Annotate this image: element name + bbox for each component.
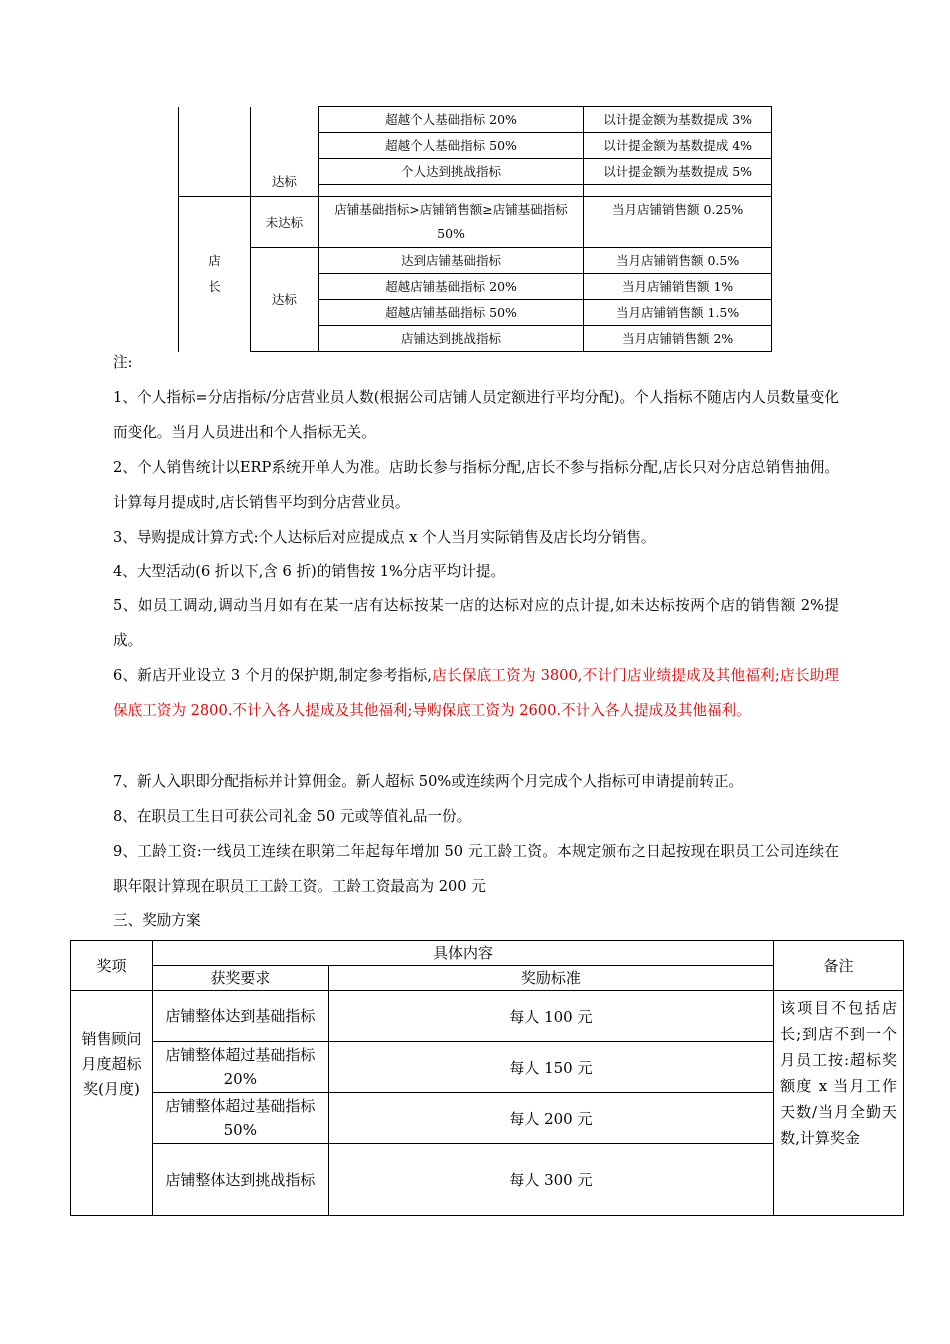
not-reach-label: 未达标 xyxy=(250,197,318,248)
standard-cell: 每人 200 元 xyxy=(328,1093,773,1144)
role-manager-char-2: 长 xyxy=(208,279,221,295)
condition-cell: 超越店铺基础指标 50% xyxy=(318,300,584,326)
rate-cell: 当月店铺销售额 2% xyxy=(584,326,772,352)
note-6 xyxy=(113,658,839,728)
award-name: 销售顾问月度超标奖(月度) xyxy=(71,991,153,1216)
rate-cell: 当月店铺销售额 0.25% xyxy=(584,197,772,248)
header-requirement: 获奖要求 xyxy=(152,966,328,991)
note-cell: 该项目不包括店长;到店不到一个月员工按:超标奖额度 x 当月工作天数/当月全勤天数,计算奖金 xyxy=(774,991,904,1216)
note-6-highlight: 店长保底工资为 3800,不计门店业绩提成及其他福利;店长助理保底工资为 2800.不计入各人提成及其他福利;导购保底工资为 2600.不计入各人提成及其他福利。 xyxy=(113,667,839,719)
requirement-cell: 店铺整体达到基础指标 xyxy=(152,991,328,1042)
requirement-cell: 店铺整体超过基础指标 20% xyxy=(152,1042,328,1093)
note-6-text: 6、新店开业设立 3 个月的保护期,制定参考指标, xyxy=(113,667,433,684)
empty-cell xyxy=(318,185,584,197)
note-2: 2、个人销售统计以ERP系统开单人为准。店助长参与指标分配,店长不参与指标分配,店长只对分店总销售抽佣。计算每月提成时,店长销售平均到分店营业员。 xyxy=(113,459,839,511)
award-table xyxy=(70,940,904,1216)
role-manager-char-1: 店 xyxy=(208,253,221,269)
notes-heading: 注: xyxy=(113,354,133,371)
rate-cell: 当月店铺销售额 1% xyxy=(584,274,772,300)
condition-cell: 超越店铺基础指标 20% xyxy=(318,274,584,300)
header-note: 备注 xyxy=(774,941,904,991)
rate-cell: 以计提金额为基数提成 4% xyxy=(584,133,772,159)
reach-label: 达标 xyxy=(271,174,297,189)
standard-cell: 每人 300 元 xyxy=(328,1144,773,1216)
empty-cell xyxy=(584,185,772,197)
rate-cell: 以计提金额为基数提成 3% xyxy=(584,107,772,133)
reach-label-cell-2: 达标 xyxy=(250,248,318,352)
role-cell-staff xyxy=(179,107,251,197)
condition-cell: 店铺基础指标>店铺销售额≥店铺基础指标 50% xyxy=(318,197,584,248)
role-cell-manager xyxy=(179,197,251,352)
condition-cell: 超越个人基础指标 20% xyxy=(318,107,584,133)
section-title: 三、奖励方案 xyxy=(113,912,201,929)
condition-cell: 超越个人基础指标 50% xyxy=(318,133,584,159)
note-1: 1、个人指标=分店指标/分店营业员人数(根据公司店铺人员定额进行平均分配)。个人指标不随店内人员数量变化而变化。当月人员进出和个人指标无关。 xyxy=(113,389,839,441)
rate-cell: 当月店铺销售额 1.5% xyxy=(584,300,772,326)
note-7: 7、新人入职即分配指标并计算佣金。新人超标 50%或连续两个月完成个人指标可申请提前转正。 xyxy=(113,773,744,790)
reach-label-cell xyxy=(250,107,318,197)
note-3: 3、导购提成计算方式:个人达标后对应提成点 x 个人当月实际销售及店长均分销售。 xyxy=(113,529,656,546)
standard-cell: 每人 100 元 xyxy=(328,991,773,1042)
note-5: 5、如员工调动,调动当月如有在某一店有达标按某一店的达标对应的点计提,如未达标按两个店的销售额 2%提成。 xyxy=(113,597,839,649)
commission-table xyxy=(178,106,772,352)
header-award: 奖项 xyxy=(71,941,153,991)
note-8: 8、在职员工生日可获公司礼金 50 元或等值礼品一份。 xyxy=(113,808,472,825)
standard-cell: 每人 150 元 xyxy=(328,1042,773,1093)
header-content: 具体内容 xyxy=(152,941,773,966)
requirement-cell: 店铺整体达到挑战指标 xyxy=(152,1144,328,1216)
rate-cell: 当月店铺销售额 0.5% xyxy=(584,248,772,274)
condition-cell: 达到店铺基础指标 xyxy=(318,248,584,274)
condition-cell: 店铺达到挑战指标 xyxy=(318,326,584,352)
note-9: 9、工龄工资:一线员工连续在职第二年起每年增加 50 元工龄工资。本规定颁布之日起按现在职员工公司连续在职年限计算现在职员工工龄工资。工龄工资最高为 200 元 xyxy=(113,843,839,895)
condition-cell: 个人达到挑战指标 xyxy=(318,159,584,185)
rate-cell: 以计提金额为基数提成 5% xyxy=(584,159,772,185)
note-4: 4、大型活动(6 折以下,含 6 折)的销售按 1%分店平均计提。 xyxy=(113,563,506,580)
header-standard: 奖励标准 xyxy=(328,966,773,991)
requirement-cell: 店铺整体超过基础指标 50% xyxy=(152,1093,328,1144)
